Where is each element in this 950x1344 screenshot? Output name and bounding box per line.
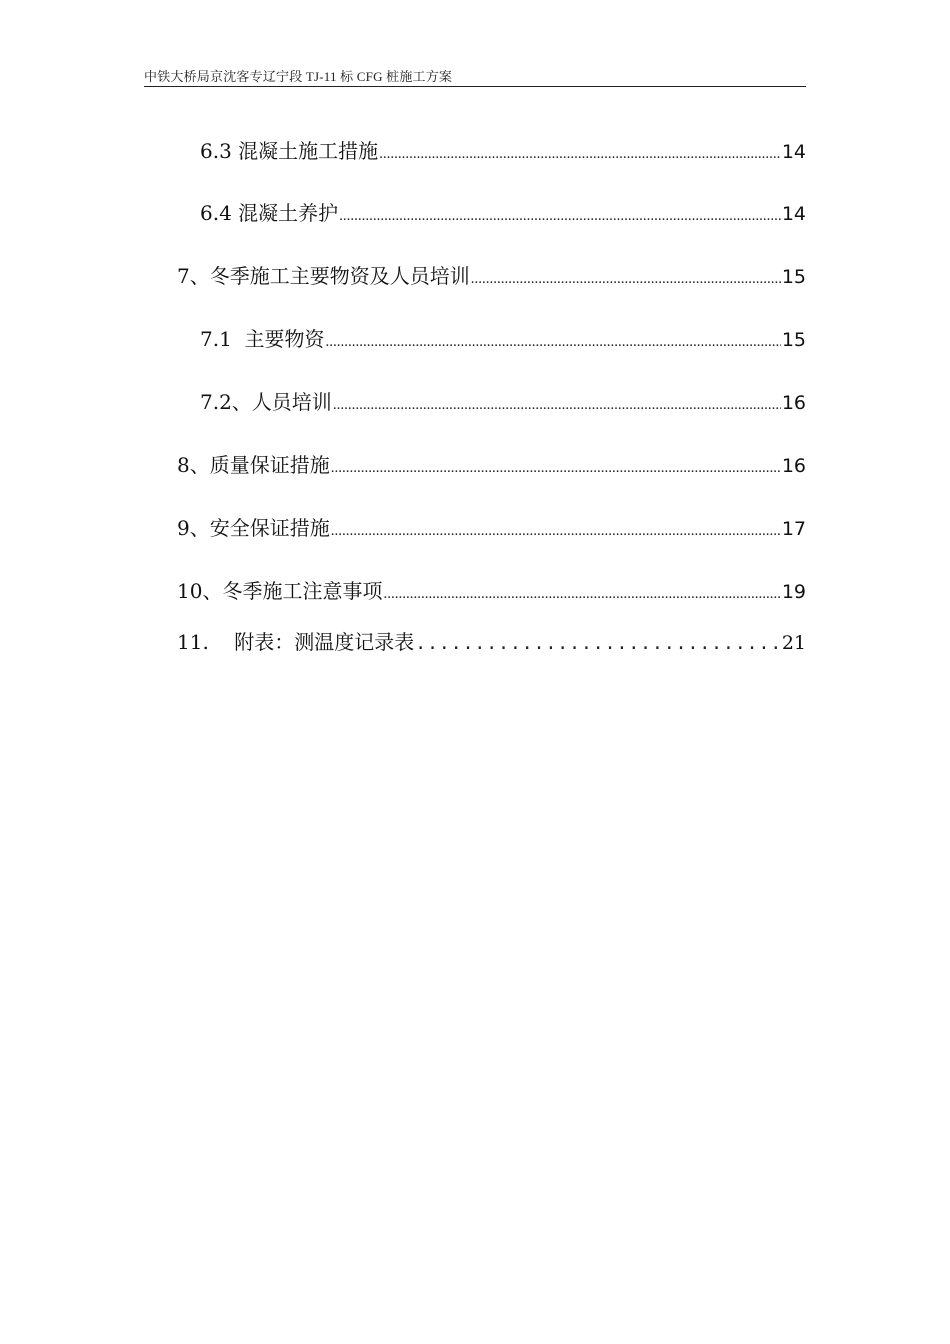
toc-page-number: 15 xyxy=(781,266,806,288)
toc-entry-title: 6.4 混凝土养护 xyxy=(200,201,339,225)
dot-leader xyxy=(326,327,781,357)
toc-entry-title: 7.2、人员培训 xyxy=(200,390,332,414)
toc-page-number: 16 xyxy=(781,455,806,477)
toc-page-number: 14 xyxy=(781,141,806,163)
toc-entry-10[interactable] xyxy=(177,576,806,606)
dot-leader xyxy=(333,390,781,420)
toc-page-number: 19 xyxy=(781,581,806,603)
toc-entry-8[interactable] xyxy=(177,450,806,480)
toc-entry-7-1[interactable] xyxy=(200,324,806,354)
toc-entry-title: 7、冬季施工主要物资及人员培训 xyxy=(177,264,470,288)
page-header xyxy=(144,64,806,87)
dot-leader xyxy=(331,453,781,483)
toc-entry-title: 10、冬季施工注意事项 xyxy=(177,579,383,603)
toc-entry-title: 6.3 混凝土施工措施 xyxy=(200,139,379,163)
toc-page-number: 21 xyxy=(781,632,806,654)
dot-leader xyxy=(471,264,781,294)
header-title: 中铁大桥局京沈客专辽宁段 TJ-11 标 CFG 桩施工方案 xyxy=(144,69,453,84)
toc-entry-11[interactable] xyxy=(177,627,806,657)
toc-entry-title: 7.1 主要物资 xyxy=(200,327,325,351)
toc-entry-title: 9、安全保证措施 xyxy=(177,516,330,540)
dot-leader xyxy=(339,201,781,231)
toc-page-number: 15 xyxy=(781,329,806,351)
toc-entry-title: 8、质量保证措施 xyxy=(177,453,330,477)
toc-entry-9[interactable] xyxy=(177,513,806,543)
toc-entry-6-3[interactable] xyxy=(200,136,806,166)
toc-entry-6-4[interactable] xyxy=(200,198,806,228)
toc-page-number: 17 xyxy=(781,518,806,540)
dot-leader xyxy=(415,629,781,659)
toc-page-number: 16 xyxy=(781,392,806,414)
toc-entry-7[interactable] xyxy=(177,261,806,291)
dot-leader xyxy=(331,516,781,546)
toc-entry-7-2[interactable] xyxy=(200,387,806,417)
toc-entry-title: 11. 附表：测温度记录表 xyxy=(177,630,415,654)
dot-leader xyxy=(379,139,781,169)
toc-page-number: 14 xyxy=(781,203,806,225)
dot-leader xyxy=(383,579,780,609)
